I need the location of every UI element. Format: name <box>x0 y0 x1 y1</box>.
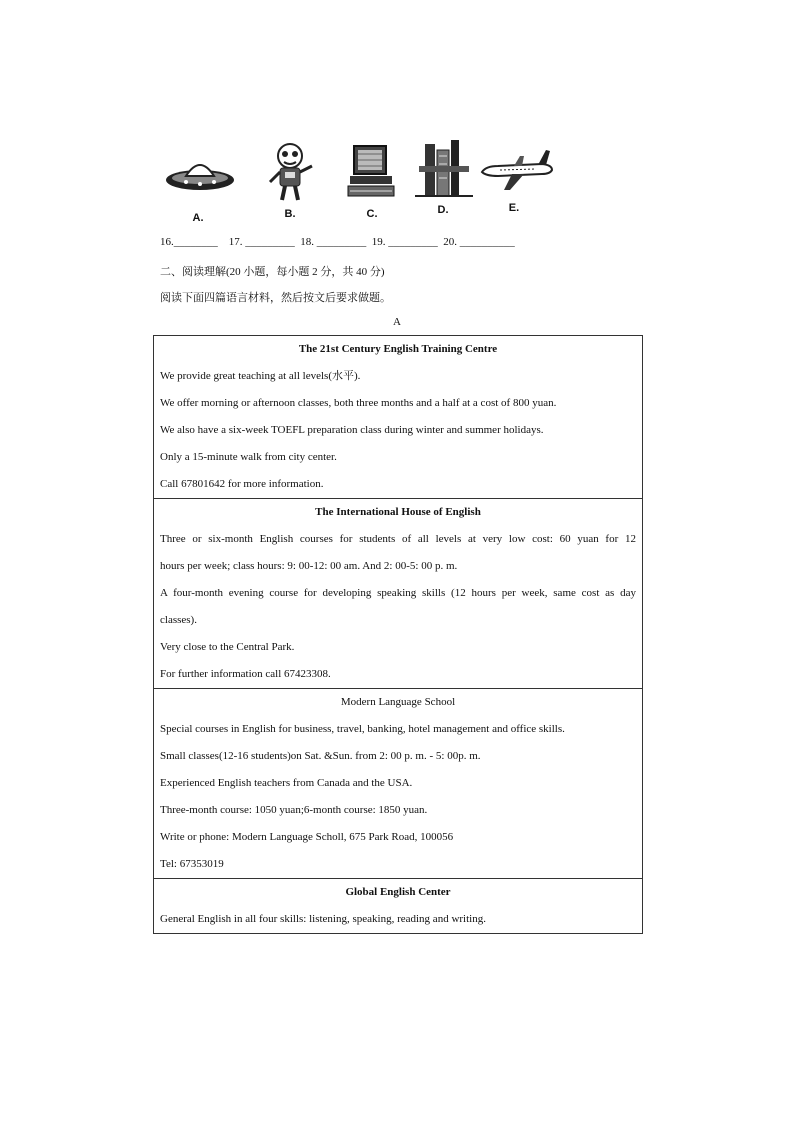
ad-line: Only a 15-minute walk from city center. <box>160 451 337 463</box>
ads-table <box>153 335 643 934</box>
picture-label: B. <box>284 208 296 220</box>
computer-icon <box>334 136 410 206</box>
ad-line: For further information call 67423308. <box>160 668 331 680</box>
ad-line: Tel: 67353019 <box>160 858 224 870</box>
ad-line: We provide great teaching at all levels(水平). <box>160 370 361 382</box>
picture-c <box>334 132 410 228</box>
ad-title: Modern Language School <box>340 696 456 708</box>
ad-line: Very close to the Central Park. <box>160 641 295 653</box>
ad-line: hours per week; class hours: 9: 00-12: 00 am. And 2: 00-5: 00 p. m. <box>160 560 458 572</box>
ad-line: A four-month evening course for developing speaking skills (12 hours per week, same cost as day <box>160 587 636 599</box>
ad-title: The International House of English <box>315 506 481 518</box>
ad-global-english-center <box>154 878 642 933</box>
ad-line: Special courses in English for business, travel, banking, hotel management and office skills. <box>160 723 565 735</box>
ad-line: We offer morning or afternoon classes, both three months and a half at a cost of 800 yuan. <box>160 397 557 409</box>
buildings-icon <box>405 136 481 206</box>
answer-blanks: 16.________ 17. _________ 18. _________ 19. _________ 20. __________ <box>160 236 515 248</box>
ad-training-centre <box>154 336 642 498</box>
picture-a <box>160 132 236 228</box>
picture-row <box>160 132 565 228</box>
section-heading: 二、阅读理解(20 小题，每小题 2 分，共 40 分) <box>160 266 385 278</box>
ufo-icon <box>160 136 236 206</box>
ad-line: Write or phone: Modern Language Scholl, 675 Park Road, 100056 <box>160 831 454 843</box>
ad-line: General English in all four skills: listening, speaking, reading and writing. <box>160 913 486 925</box>
picture-label: A. <box>192 212 204 224</box>
ad-line: classes). <box>160 614 197 626</box>
ad-line: Three-month course: 1050 yuan;6-month course: 1850 yuan. <box>160 804 428 816</box>
ad-line: Experienced English teachers from Canada and the USA. <box>160 777 413 789</box>
picture-label: C. <box>366 208 378 220</box>
ad-title: The 21st Century English Training Centre <box>298 343 498 355</box>
ad-line: Three or six-month English courses for students of all levels at very low cost: 60 yuan for 12 <box>160 533 636 545</box>
ad-title: Global English Center <box>345 886 451 898</box>
airplane-icon <box>476 136 556 206</box>
picture-label: E. <box>508 202 520 214</box>
ad-international-house <box>154 498 642 688</box>
picture-d <box>405 132 481 228</box>
ad-line: We also have a six-week TOEFL preparation class during winter and summer holidays. <box>160 424 544 436</box>
ad-modern-language-school <box>154 688 642 878</box>
instruction-text: 阅读下面四篇语言材料，然后按文后要求做题。 <box>160 292 391 304</box>
ad-line: Small classes(12-16 students)on Sat. &Sun. from 2: 00 p. m. - 5: 00p. m. <box>160 750 481 762</box>
picture-label: D. <box>437 204 449 216</box>
picture-b <box>252 132 328 228</box>
picture-e <box>476 132 552 228</box>
ad-line: Call 67801642 for more information. <box>160 478 324 490</box>
robot-icon <box>252 136 328 206</box>
passage-label: A <box>393 316 401 328</box>
